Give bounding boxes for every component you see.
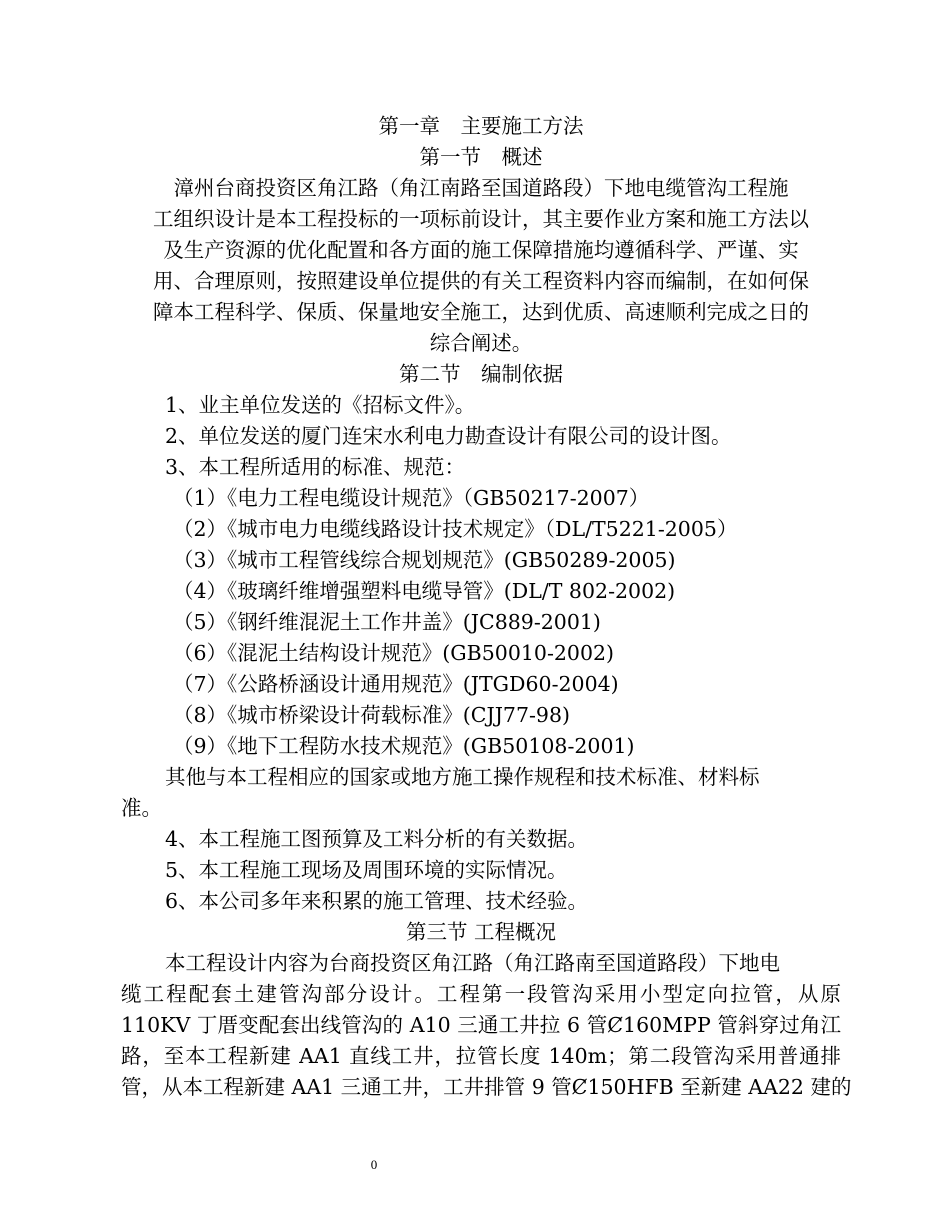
standard-item: （9）《地下工程防水技术规范》(GB50108-2001)	[173, 734, 635, 758]
paragraph-line: 其他与本工程相应的国家或地方施工操作规程和技术标准、材料标	[165, 765, 760, 789]
paragraph-line: 及生产资源的优化配置和各方面的施工保障措施均遵循科学、严谨、实	[163, 238, 799, 262]
paragraph-line: 110KV 丁厝变配套出线管沟的 A10 三通工井拉 6 管Ȼ160MPP 管斜穿过角江	[121, 1013, 841, 1037]
standard-item: （4）《玻璃纤维增强塑料电缆导管》(DL/T 802-2002)	[173, 579, 676, 603]
document-body	[121, 111, 852, 1103]
paragraph-line: 用、合理原则，按照建设单位提供的有关工程资料内容而编制，在如何保	[153, 269, 809, 293]
list-item: 1、业主单位发送的《招标文件》。	[165, 393, 476, 417]
paragraph-line: 路，至本工程新建 AA1 直线工井，拉管长度 140m；第二段管沟采用普通排	[121, 1044, 841, 1068]
paragraph-line: 缆工程配套土建管沟部分设计。工程第一段管沟采用小型定向拉管，从原	[121, 982, 841, 1006]
standard-item: （8）《城市桥梁设计荷载标准》(CJJ77-98)	[173, 703, 571, 727]
list-item: 2、单位发送的厦门连宋水利电力勘查设计有限公司的设计图。	[165, 424, 732, 448]
standards-list	[121, 483, 841, 762]
standard-item: （5）《钢纤维混泥土工作井盖》(JC889-2001)	[173, 610, 601, 634]
page-number: 0	[370, 1157, 378, 1172]
section-title-overview: 第一节 概述	[419, 145, 543, 169]
list-item: 3、本工程所适用的标准、规范：	[165, 455, 466, 479]
section-title-project-overview: 第三节 工程概况	[405, 920, 557, 944]
list-item: 6、本公司多年来积累的施工管理、技术经验。	[165, 889, 589, 913]
paragraph-line: 障本工程科学、保质、保量地安全施工，达到优质、高速顺利完成之日的	[153, 300, 809, 324]
other-standards-paragraph	[121, 762, 841, 824]
paragraph-line: 准。	[121, 796, 162, 820]
list-item: 5、本工程施工现场及周围环境的实际情况。	[165, 858, 568, 882]
paragraph-line: 工组织设计是本工程投标的一项标前设计，其主要作业方案和施工方法以	[153, 207, 809, 231]
paragraph-line: 本工程设计内容为台商投资区角江路（角江路南至国道路段）下地电	[165, 951, 780, 975]
list-item: 4、本工程施工图预算及工料分析的有关数据。	[165, 827, 589, 851]
standard-item: （3）《城市工程管线综合规划规范》(GB50289-2005)	[173, 548, 676, 572]
section-title-basis: 第二节 编制依据	[399, 362, 563, 386]
overview-paragraph	[121, 173, 841, 359]
standard-item: （2）《城市电力电缆线路设计技术规定》（DL/T5221-2005）	[173, 517, 738, 541]
basis-list-continued	[121, 824, 841, 917]
basis-list	[121, 390, 841, 483]
standard-item: （6）《混泥土结构设计规范》(GB50010-2002)	[173, 641, 615, 665]
paragraph-line: 综合阐述。	[429, 331, 533, 355]
chapter-title: 第一章 主要施工方法	[378, 114, 584, 138]
project-paragraph	[121, 948, 852, 1103]
standard-item: （7）《公路桥涵设计通用规范》(JTGD60-2004)	[173, 672, 619, 696]
paragraph-line: 漳州台商投资区角江路（角江南路至国道路段）下地电缆管沟工程施	[173, 176, 789, 200]
paragraph-line: 管，从本工程新建 AA1 三通工井，工井排管 9 管Ȼ150HFB 至新建 AA22 建的	[121, 1075, 852, 1099]
standard-item: （1）《电力工程电缆设计规范》（GB50217-2007）	[173, 486, 650, 510]
